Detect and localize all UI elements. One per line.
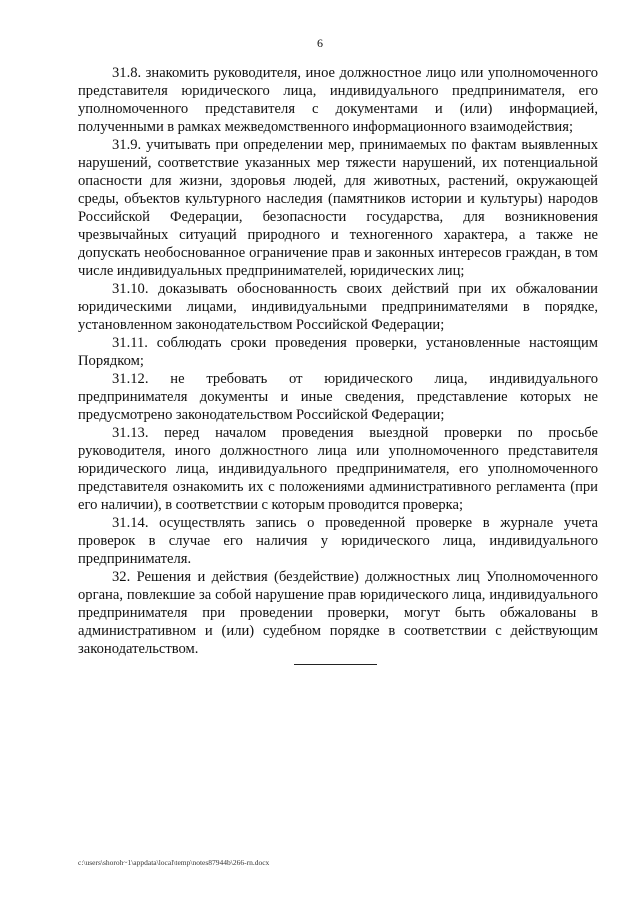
footer-file-path: c:\users\shoroh~1\appdata\local\temp\notes87944b\266-rn.docx <box>78 858 270 867</box>
page-number: 6 <box>317 36 323 50</box>
paragraph-31-9: 31.9. учитывать при определении мер, принимаемых по фактам выявленных нарушений, соответствие указанных мер тяжести нарушений, их потенциальной опасности для жизни, здоровья людей, для животных, растений, окружающей среды, объектов культурного наследия (памятников истории и культуры) народов Российской Федерации, безопасности государства, для возникновения чрезвычайных ситуаций природного и техногенного характера, а также не допускать необоснованное ограничение прав и законных интересов граждан, в том числе индивидуальных предпринимателей, юридических лиц; <box>78 137 598 279</box>
paragraph-31-11: 31.11. соблюдать сроки проведения проверки, установленные настоящим Порядком; <box>78 335 598 369</box>
paragraph-31-10: 31.10. доказывать обоснованность своих действий при их обжаловании юридическими лицами, индивидуальными предпринимателями в порядке, установленном законодательством Российской Федерации; <box>78 281 598 333</box>
paragraph-31-12: 31.12. не требовать от юридического лица, индивидуального предпринимателя документы и иные сведения, представление которых не предусмотрено законодательством Российской Федерации; <box>78 371 598 423</box>
paragraph-32: 32. Решения и действия (бездействие) должностных лиц Уполномоченного органа, повлекшие за собой нарушение прав юридического лица, индивидуального предпринимателя при проведении проверки, могут быть обжалованы в административном и (или) судебном порядке в соответствии с действующим законодательством. <box>78 569 598 657</box>
paragraph-31-14: 31.14. осуществлять запись о проведенной проверке в журнале учета проверок в случае его наличия у юридического лица, индивидуального предпринимателя. <box>78 515 598 567</box>
paragraph-31-8: 31.8. знакомить руководителя, иное должностное лицо или уполномоченного представителя юридического лица, индивидуального предпринимателя, его уполномоченного представителя с документами и (или) информацией, полученными в рамках межведомственного информационного взаимодействия; <box>78 65 598 135</box>
end-separator-line <box>294 664 377 665</box>
document-body <box>78 64 598 658</box>
paragraph-31-13: 31.13. перед началом проведения выездной проверки по просьбе руководителя, иного должностного лица или уполномоченного представителя юридического лица, индивидуального предпринимателя, его уполномоченного представителя ознакомить их с положениями административного регламента (при его наличии), в соответствии с которым проводится проверка; <box>78 425 598 513</box>
